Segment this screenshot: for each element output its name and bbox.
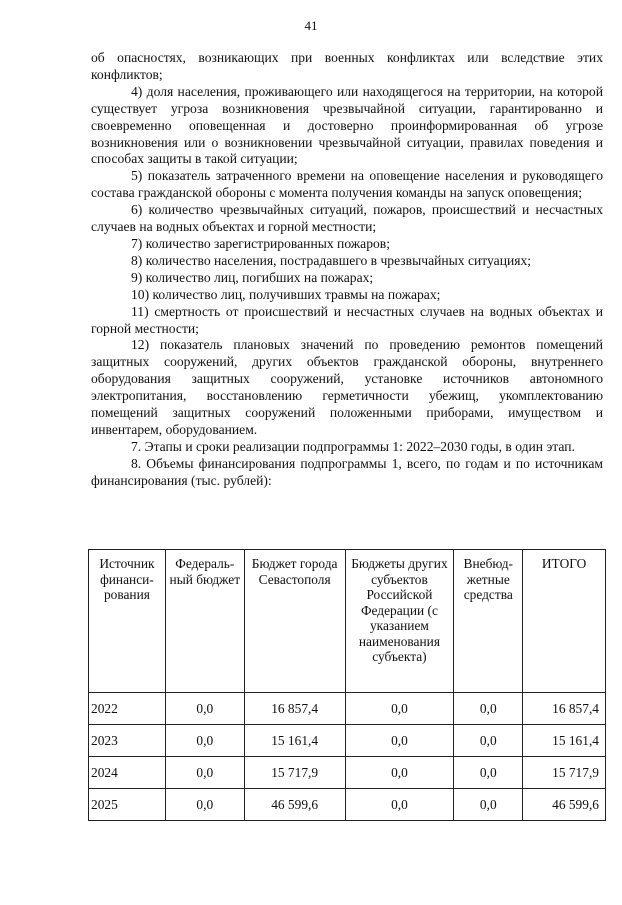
financing-table	[88, 549, 606, 821]
cell-extra: 0,0	[454, 725, 523, 757]
cell-federal: 0,0	[165, 693, 244, 725]
column-header-total: ИТОГО	[523, 550, 606, 693]
paragraph: 9) количество лиц, погибших на пожарах;	[131, 269, 374, 285]
cell-total: 16 857,4	[523, 693, 606, 725]
column-header-source: Источник финанси-рования	[89, 550, 166, 693]
paragraph: 10) количество лиц, получивших травмы на пожарах;	[131, 286, 441, 302]
paragraph: 7. Этапы и сроки реализации подпрограммы 1: 2022–2030 годы, в один этап.	[131, 438, 575, 454]
cell-total: 15 161,4	[523, 725, 606, 757]
cell-extra: 0,0	[454, 789, 523, 821]
cell-city: 15 717,9	[244, 757, 345, 789]
body-text	[91, 50, 603, 490]
cell-year: 2022	[89, 693, 166, 725]
table-row	[89, 725, 606, 757]
cell-city: 16 857,4	[244, 693, 345, 725]
cell-federal: 0,0	[165, 725, 244, 757]
paragraph: 8. Объемы финансирования подпрограммы 1, всего, по годам и по источникам финансирования (тыс. рублей):	[91, 455, 603, 488]
cell-extra: 0,0	[454, 693, 523, 725]
paragraph: 8) количество населения, пострадавшего в чрезвычайных ситуациях;	[131, 252, 532, 268]
paragraph: 5) показатель затраченного времени на оповещение населения и руководящего состава гражданской обороны с момента получения команды на запуск оповещения;	[91, 168, 603, 201]
cell-other: 0,0	[345, 725, 454, 757]
cell-year: 2023	[89, 725, 166, 757]
column-header-city: Бюджет города Севастополя	[244, 550, 345, 693]
cell-total: 46 599,6	[523, 789, 606, 821]
table-row	[89, 693, 606, 725]
cell-city: 46 599,6	[244, 789, 345, 821]
column-header-federal: Федераль-ный бюджет	[165, 550, 244, 693]
cell-federal: 0,0	[165, 789, 244, 821]
table-header-row	[89, 550, 606, 693]
paragraph: об опасностях, возникающих при военных конфликтах или вследствие этих конфликтов;	[91, 50, 603, 82]
column-header-other-subjects: Бюджеты других субъектов Российской Федерации (с указанием наименования субъекта)	[345, 550, 454, 693]
paragraph: 4) доля населения, проживающего или находящегося на территории, на которой существует угроза возникновения чрезвычайной ситуации, гарантированно и своевременно оповещенная и достоверно проинформированная об угрозе возникновения или о возникновении чрезвычайной ситуации, правилах поведения и способах защиты в такой ситуации;	[91, 83, 603, 167]
page-number: 41	[304, 18, 318, 33]
cell-total: 15 717,9	[523, 757, 606, 789]
cell-other: 0,0	[345, 693, 454, 725]
table-row	[89, 789, 606, 821]
paragraph: 12) показатель плановых значений по проведению ремонтов помещений защитных сооружений, других объектов гражданской обороны, внутреннего оборудования защитных сооружений, установке источников автономного электропитания, восстановлению герметичности убежищ, укомплектованию помещений защитных сооружений положенными приборами, имуществом и инвентарем, оборудованием.	[91, 337, 603, 437]
paragraph: 7) количество зарегистрированных пожаров;	[131, 235, 391, 251]
cell-other: 0,0	[345, 789, 454, 821]
cell-extra: 0,0	[454, 757, 523, 789]
paragraph: 6) количество чрезвычайных ситуаций, пожаров, происшествий и несчастных случаев на водных объектах и горной местности;	[91, 202, 603, 235]
table-row	[89, 757, 606, 789]
cell-year: 2025	[89, 789, 166, 821]
cell-city: 15 161,4	[244, 725, 345, 757]
paragraph: 11) смертность от происшествий и несчастных случаев на водных объектах и горной местности;	[91, 303, 603, 336]
cell-year: 2024	[89, 757, 166, 789]
column-header-extrabudgetary: Внебюд-жетные средства	[454, 550, 523, 693]
cell-federal: 0,0	[165, 757, 244, 789]
cell-other: 0,0	[345, 757, 454, 789]
